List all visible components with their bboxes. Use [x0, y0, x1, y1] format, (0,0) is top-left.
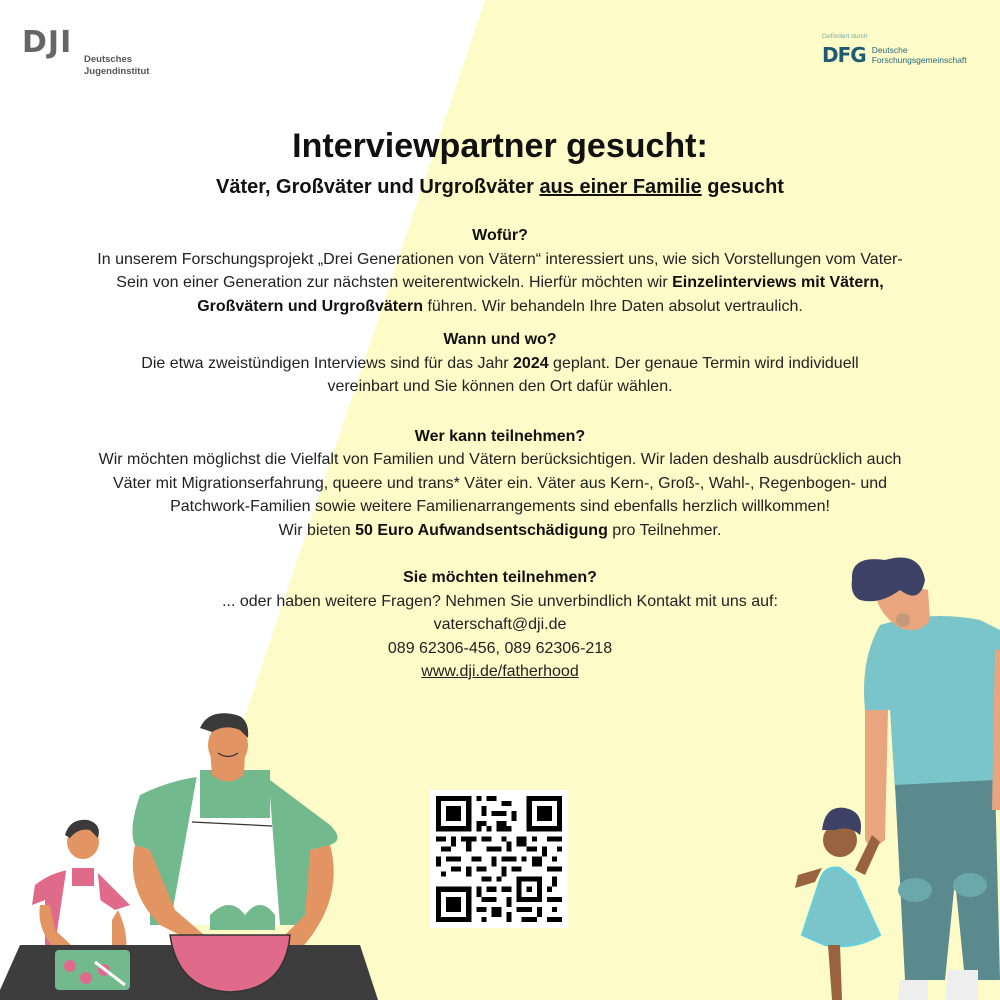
page-title: Interviewpartner gesucht:	[292, 127, 708, 165]
subtitle-emphasis: aus einer Familie	[539, 176, 702, 198]
section-text: Die etwa zweistündigen Interviews sind für das Jahr 2024 geplant. Der genaue Termin wird individuell vereinbart und Sie können den Ort dafür wählen.	[141, 354, 859, 395]
dji-logo-text: Deutsches Jugendinstitut	[84, 54, 150, 77]
section-heading: Sie möchten teilnehmen?	[403, 569, 597, 586]
dfg-supertext: Gefördert durch	[822, 33, 868, 40]
section-wer	[80, 425, 920, 543]
dji-logo-mark: DJI	[22, 25, 73, 60]
contact-email[interactable]: vaterschaft@dji.de	[433, 616, 567, 633]
section-text: Wir möchten möglichst die Vielfalt von Familien und Vätern berücksichtigen. Wir laden deshalb ausdrücklich auch Väter mit Migrationserfahrung, queere und trans* Väter ein. Väter aus Kern-, Groß-, Wahl-, Regenbogen- und Patchwork-Familien sowie weitere Familienarrangements sind ebenfalls herzlich willkommen!	[98, 451, 902, 515]
website-link[interactable]: www.dji.de/fatherhood	[421, 663, 579, 680]
page-subtitle: Väter, Großväter und Urgroßväter aus einer Familie gesucht	[216, 176, 784, 198]
qr-code-icon	[430, 790, 568, 928]
section-wann	[80, 328, 920, 399]
dfg-logo	[822, 33, 967, 67]
father-daughter-illustration	[780, 550, 1000, 1000]
section-text: In unserem Forschungsprojekt „Drei Generationen von Vätern“ interessiert uns, wie sich Vorstellungen vom Vater-Sein von einer Generation zur nächsten weiterentwickeln. Hierfür möchten wir Einzelinterviews mit Vätern, Großvätern und Urgroßvätern führen. Wir behandeln Ihre Daten absolut vertraulich.	[97, 250, 903, 315]
compensation-text: Wir bieten 50 Euro Aufwandsentschädigung pro Teilnehmer.	[278, 521, 722, 539]
dfg-logo-mark: DFG	[822, 43, 866, 67]
contact-phones: 089 62306-456, 089 62306-218	[387, 639, 613, 657]
section-wofuer	[80, 224, 920, 318]
dji-logo	[22, 25, 150, 77]
father-son-cooking-illustration	[0, 700, 400, 1000]
section-heading: Wer kann teilnehmen?	[414, 427, 586, 445]
dfg-logo-text: Deutsche Forschungsgemeinschaft	[871, 45, 967, 65]
section-heading: Wann und wo?	[443, 331, 557, 348]
section-heading: Wofür?	[472, 227, 528, 244]
section-text: ... oder haben weitere Fragen? Nehmen Sie unverbindlich Kontakt mit uns auf:	[222, 592, 778, 610]
